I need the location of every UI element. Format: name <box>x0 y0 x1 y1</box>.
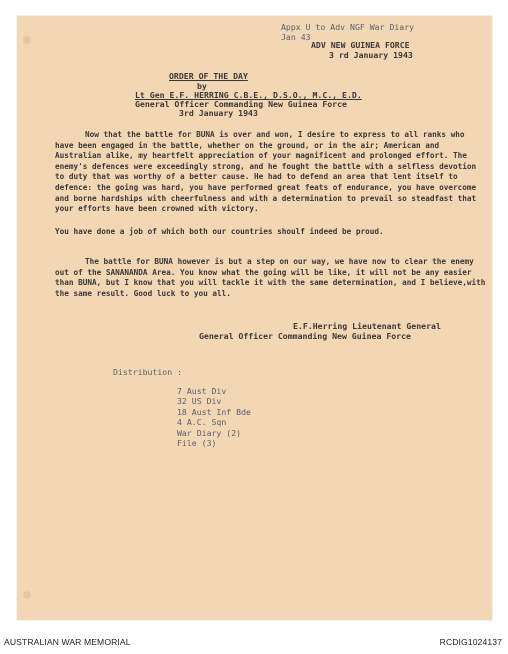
footer-id: RCDIG1024137 <box>439 637 502 647</box>
body-paragraph-2: The battle for BUNA however is but a step on our way, we have now to clear the enemy out of the SANANANDA Area. You know what the going will be like, it will not be any easier than BUNA, but I know that you will tackle it with the same determination, and I believe,with the same result. Good luck to you all. <box>55 257 486 298</box>
title-date: 3rd January 1943 <box>179 108 258 118</box>
distribution-label: Distribution : <box>113 367 183 377</box>
appendix-date: Jan 43 <box>281 32 311 42</box>
list-item: 4 A.C. Sqn <box>177 417 227 428</box>
list-item: 7 Aust Div <box>177 386 227 396</box>
header-date: 3 rd January 1943 <box>329 50 413 60</box>
footer-source: AUSTRALIAN WAR MEMORIAL <box>4 637 131 647</box>
general-role: General Officer Commanding New Guinea Force <box>135 99 347 109</box>
body-paragraph-1: Now that the battle for BUNA is over and won, I desire to express to all ranks who have been engaged in the battle, whether on the ground, or in the air; American and Australian alike, my heartfelt appreciation of your magnificent and prolonged effort. The enemy's defences were exceedingly strong, and he fought the battle with a selfless devotion to duty that was worthy of a better cause. He had to defend an area that lent itself to defence: the going was hard, you have performed great feats of endurance, you have overcome and borne hardships with cheerfulness and with a determination to prevail so steadfast that your efforts have been crowned with victory. <box>55 130 477 214</box>
appendix-note: Appx U to Adv NGF War Diary <box>281 22 415 32</box>
order-title: ORDER OF THE DAY <box>169 71 248 81</box>
by-line: by <box>197 81 207 91</box>
list-item: 18 Aust Inf Bde <box>177 406 251 417</box>
list-item: War Diary (2) <box>177 427 242 438</box>
body-paragraph-1b: You have done a job of which both our countries shoulf indeed be proud. <box>55 227 384 236</box>
list-item: 32 US Div <box>177 396 222 407</box>
general-name: Lt Gen E.F. HERRING C.B.E., D.S.O., M.C., E.D. <box>135 90 362 100</box>
list-item: File (3) <box>177 438 217 449</box>
signature-role: General Officer Commanding New Guinea Force <box>199 331 411 341</box>
punch-hole <box>23 36 31 44</box>
distribution-list <box>177 386 251 448</box>
punch-hole <box>23 591 31 599</box>
document-page <box>17 16 492 620</box>
signature-name: E.F.Herring Lieutenant General <box>293 321 441 331</box>
force-heading: ADV NEW GUINEA FORCE <box>311 40 410 50</box>
